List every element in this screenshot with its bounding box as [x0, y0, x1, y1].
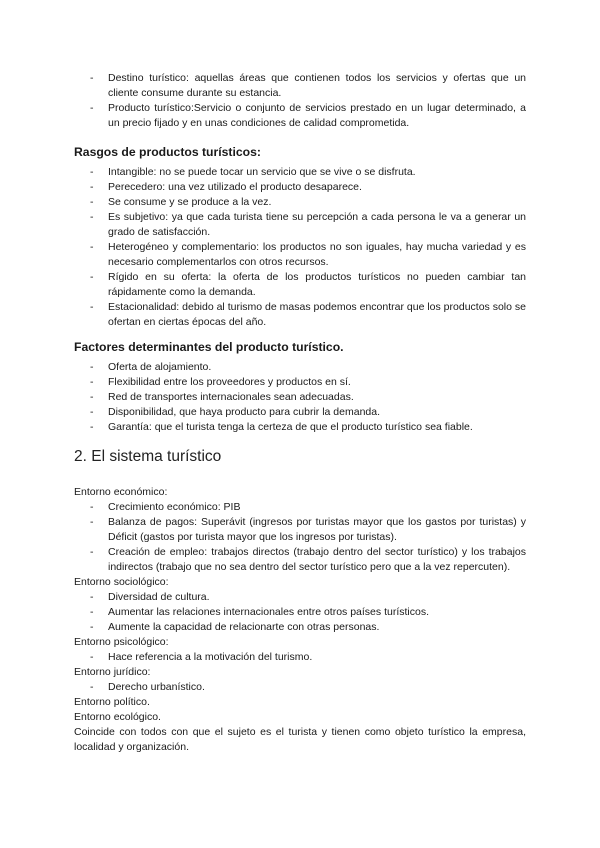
list-item: - Garantía: que el turista tenga la certeza de que el producto turístico sea fiable. [90, 421, 473, 433]
section-2-body [74, 485, 526, 755]
intro-list [74, 71, 526, 131]
list-item: - Hace referencia a la motivación del turismo. [90, 651, 313, 663]
entorno-sociologico-label: Entorno sociológico: [74, 576, 169, 588]
list-item: - Crecimiento económico: PIB [90, 501, 241, 513]
entorno-psicologico-list [74, 650, 526, 665]
list-item: - Flexibilidad entre los proveedores y productos en sí. [90, 376, 351, 388]
list-item: - Es subjetivo: ya que cada turista tiene su percepción a cada persona le va a generar un grado de satisfacción. [90, 211, 526, 238]
rasgos-list [74, 165, 526, 330]
entorno-ecologico-label: Entorno ecológico. [74, 711, 161, 723]
entorno-sociologico-list [74, 590, 526, 635]
list-item: - Estacionalidad: debido al turismo de masas podemos encontrar que los productos solo se ofertan en ciertas épocas del año. [90, 301, 526, 328]
list-item: - Destino turístico: aquellas áreas que contienen todos los servicios y ofertas que un cliente consume durante su estancia. [90, 72, 526, 99]
list-item: - Balanza de pagos: Superávit (ingresos por turistas mayor que los gastos por turistas) y Déficit (gastos por turista mayor que los ingresos por turistas). [90, 516, 526, 543]
section-title: 2. El sistema turístico [74, 448, 222, 465]
conclusion-text: Coincide con todos con que el sujeto es el turista y tienen como objeto turístico la empresa, localidad y organización. [74, 726, 526, 753]
factores-list [74, 360, 526, 435]
rasgos-section [74, 145, 526, 159]
list-item: - Disponibilidad, que haya producto para cubrir la demanda. [90, 406, 381, 418]
list-item: - Red de transportes internacionales sean adecuadas. [90, 391, 354, 403]
entorno-juridico-label: Entorno jurídico: [74, 666, 151, 678]
list-item: - Derecho urbanístico. [90, 681, 205, 693]
list-item: - Heterogéneo y complementario: los productos no son iguales, hay mucha variedad y es necesario complementarlos con otros recursos. [90, 241, 526, 268]
entorno-politico-label: Entorno político. [74, 696, 150, 708]
list-item: - Aumente la capacidad de relacionarte con otras personas. [90, 621, 380, 633]
list-item: - Perecedero: una vez utilizado el producto desaparece. [90, 181, 362, 193]
factores-heading: Factores determinantes del producto turístico. [74, 340, 344, 354]
list-item: - Rígido en su oferta: la oferta de los productos turísticos no pueden cambiar tan rápidamente como la demanda. [90, 271, 526, 298]
entorno-psicologico-label: Entorno psicológico: [74, 636, 169, 648]
entorno-economico-label: Entorno económico: [74, 486, 168, 498]
list-item: - Diversidad de cultura. [90, 591, 210, 603]
factores-section [74, 340, 526, 354]
list-item: - Se consume y se produce a la vez. [90, 196, 272, 208]
list-item: - Creación de empleo: trabajos directos (trabajo dentro del sector turístico) y los trabajos indirectos (trabajo que no sea dentro del sector turístico pero que a la vez repercuten). [90, 546, 526, 573]
list-item: - Oferta de alojamiento. [90, 361, 212, 373]
entorno-juridico-list [74, 680, 526, 695]
list-item: - Intangible: no se puede tocar un servicio que se vive o se disfruta. [90, 166, 416, 178]
section-2-header [74, 448, 526, 466]
list-item: - Aumentar las relaciones internacionales entre otros países turísticos. [90, 606, 429, 618]
list-item: - Producto turístico:Servicio o conjunto de servicios prestado en un lugar determinado, a un precio fijado y en unas condiciones de calidad comprometida. [90, 102, 526, 129]
entorno-economico-list [74, 500, 526, 575]
rasgos-heading: Rasgos de productos turísticos: [74, 145, 261, 159]
